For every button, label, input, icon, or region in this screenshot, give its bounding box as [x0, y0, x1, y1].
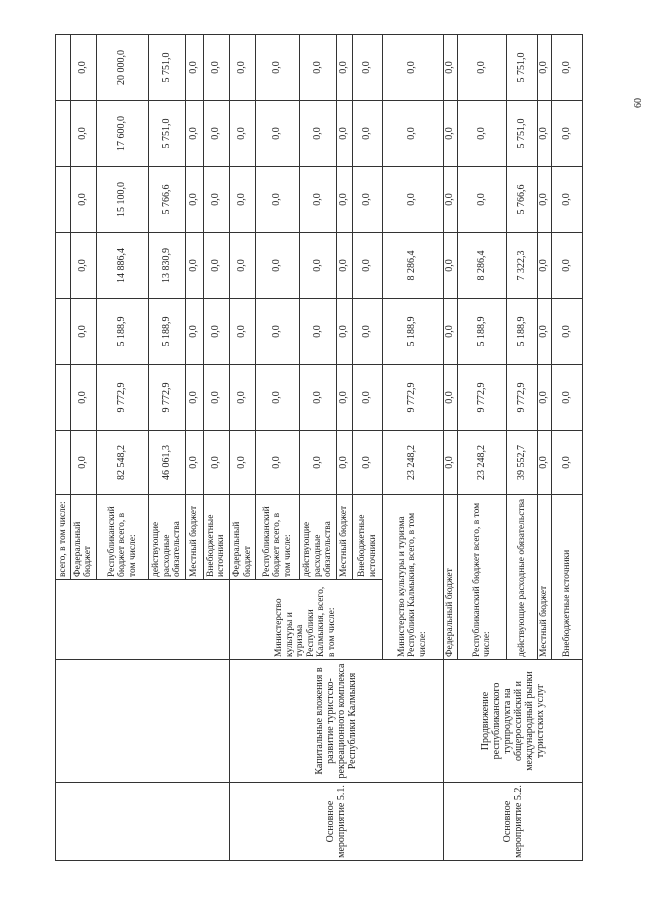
value-cell: 0,0	[337, 233, 353, 299]
value-cell: 39 552,7	[507, 431, 537, 495]
value-cell: 7 322,3	[507, 233, 537, 299]
source-cell: Местный бюджет	[537, 495, 552, 660]
value-cell: 5 188,9	[96, 299, 148, 365]
value-cell: 0,0	[256, 101, 300, 167]
value-cell: 0,0	[443, 299, 458, 365]
value-cell: 0,0	[203, 431, 229, 495]
source-cell: Республиканский бюджет всего, в том числе:	[458, 495, 507, 660]
value-cell	[56, 365, 71, 431]
value-cell: 5 751,0	[148, 35, 186, 101]
value-cell: 9 772,9	[96, 365, 148, 431]
value-cell: 0,0	[256, 35, 300, 101]
value-cell: 0,0	[458, 35, 507, 101]
value-cell: 23 248,2	[458, 431, 507, 495]
executor-cell: Министерство культуры и туризма Республики Калмыкия, всего, в том числе:	[382, 495, 443, 660]
value-cell: 0,0	[186, 233, 203, 299]
source-cell: Федеральный бюджет	[70, 495, 96, 580]
value-cell: 17 600,0	[96, 101, 148, 167]
table-row	[443, 35, 458, 861]
value-cell: 0,0	[229, 101, 255, 167]
value-cell: 0,0	[70, 35, 96, 101]
value-cell: 0,0	[382, 167, 443, 233]
value-cell: 0,0	[186, 365, 203, 431]
value-cell: 0,0	[70, 299, 96, 365]
value-cell: 5 751,0	[507, 35, 537, 101]
value-cell: 0,0	[537, 35, 552, 101]
value-cell: 0,0	[229, 365, 255, 431]
value-cell	[56, 299, 71, 365]
source-cell: действующие расходные обязательства	[507, 495, 537, 660]
value-cell: 0,0	[537, 431, 552, 495]
executor-cell	[56, 580, 230, 660]
table-row	[229, 35, 255, 861]
value-cell: 0,0	[186, 101, 203, 167]
value-cell: 0,0	[337, 299, 353, 365]
value-cell: 0,0	[537, 233, 552, 299]
value-cell: 0,0	[70, 167, 96, 233]
value-cell: 0,0	[70, 101, 96, 167]
value-cell: 0,0	[552, 431, 583, 495]
value-cell: 9 772,9	[458, 365, 507, 431]
value-cell	[56, 101, 71, 167]
value-cell: 0,0	[186, 167, 203, 233]
value-cell: 0,0	[256, 365, 300, 431]
value-cell: 0,0	[337, 431, 353, 495]
value-cell: 8 286,4	[382, 233, 443, 299]
source-cell: Внебюджетные источники	[552, 495, 583, 660]
value-cell: 9 772,9	[382, 365, 443, 431]
source-cell: всего, в том числе:	[56, 495, 71, 580]
value-cell: 5 188,9	[458, 299, 507, 365]
value-cell: 9 772,9	[507, 365, 537, 431]
value-cell: 5 751,0	[148, 101, 186, 167]
budget-table-body	[56, 35, 583, 861]
value-cell: 0,0	[537, 167, 552, 233]
budget-table-container	[55, 35, 583, 861]
value-cell: 0,0	[337, 35, 353, 101]
value-cell: 0,0	[203, 365, 229, 431]
value-cell: 0,0	[552, 299, 583, 365]
source-cell: Республиканский бюджет всего, в том числе:	[96, 495, 148, 580]
value-cell: 9 772,9	[148, 365, 186, 431]
value-cell: 0,0	[537, 365, 552, 431]
source-cell: Федеральный бюджет	[229, 495, 255, 580]
value-cell: 0,0	[353, 101, 382, 167]
value-cell: 0,0	[552, 35, 583, 101]
value-cell: 5 751,0	[507, 101, 537, 167]
value-cell: 0,0	[443, 101, 458, 167]
value-cell: 0,0	[186, 431, 203, 495]
source-cell: Местный бюджет	[337, 495, 353, 580]
value-cell: 0,0	[203, 233, 229, 299]
value-cell: 5 188,9	[148, 299, 186, 365]
value-cell: 0,0	[443, 233, 458, 299]
value-cell: 0,0	[443, 167, 458, 233]
value-cell: 46 061,3	[148, 431, 186, 495]
value-cell: 0,0	[382, 101, 443, 167]
value-cell: 0,0	[70, 233, 96, 299]
value-cell: 0,0	[256, 167, 300, 233]
value-cell: 0,0	[256, 233, 300, 299]
value-cell: 0,0	[299, 167, 337, 233]
value-cell: 0,0	[299, 233, 337, 299]
table-row	[56, 35, 71, 861]
value-cell: 0,0	[552, 167, 583, 233]
executor-cell: Министерство культуры и туризма Республики Калмыкия, всего, в том числе:	[229, 580, 382, 660]
value-cell: 15 100,0	[96, 167, 148, 233]
source-cell: Местный бюджет	[186, 495, 203, 580]
value-cell: 0,0	[443, 365, 458, 431]
value-cell	[56, 167, 71, 233]
value-cell	[56, 431, 71, 495]
value-cell: 0,0	[299, 431, 337, 495]
value-cell: 0,0	[229, 299, 255, 365]
value-cell: 0,0	[186, 299, 203, 365]
category-cell: Основное мероприятие 5.1.	[229, 783, 443, 861]
source-cell: Внебюджетные источники	[203, 495, 229, 580]
value-cell: 0,0	[337, 365, 353, 431]
value-cell: 0,0	[552, 365, 583, 431]
value-cell: 5 766,6	[507, 167, 537, 233]
value-cell: 0,0	[353, 299, 382, 365]
value-cell: 8 286,4	[458, 233, 507, 299]
value-cell: 0,0	[353, 233, 382, 299]
name-cell	[56, 660, 230, 783]
value-cell: 0,0	[537, 299, 552, 365]
source-cell: действующие расходные обязательства	[148, 495, 186, 580]
value-cell: 0,0	[70, 365, 96, 431]
value-cell: 0,0	[299, 299, 337, 365]
value-cell: 0,0	[353, 35, 382, 101]
value-cell: 0,0	[203, 35, 229, 101]
source-cell: Республиканский бюджет всего, в том числе:	[256, 495, 300, 580]
value-cell: 0,0	[552, 101, 583, 167]
value-cell: 0,0	[203, 101, 229, 167]
value-cell: 0,0	[299, 365, 337, 431]
value-cell: 0,0	[203, 167, 229, 233]
value-cell: 0,0	[229, 233, 255, 299]
value-cell: 14 886,4	[96, 233, 148, 299]
rotated-table-page	[55, 35, 644, 861]
value-cell: 0,0	[70, 431, 96, 495]
name-cell: Продвижение республиканского турпродукта на общероссийский и международный рынки туристских услуг	[443, 660, 582, 783]
value-cell	[56, 233, 71, 299]
value-cell: 0,0	[458, 167, 507, 233]
category-cell	[56, 783, 230, 861]
source-cell: Внебюджетные источники	[353, 495, 382, 580]
value-cell: 0,0	[229, 431, 255, 495]
value-cell: 0,0	[256, 431, 300, 495]
value-cell: 0,0	[337, 167, 353, 233]
value-cell: 0,0	[443, 431, 458, 495]
value-cell: 0,0	[203, 299, 229, 365]
value-cell: 5 188,9	[507, 299, 537, 365]
value-cell: 13 830,9	[148, 233, 186, 299]
value-cell: 0,0	[299, 35, 337, 101]
source-cell: действующие расходные обязательства	[299, 495, 337, 580]
budget-table	[55, 34, 583, 861]
value-cell: 0,0	[353, 167, 382, 233]
value-cell: 23 248,2	[382, 431, 443, 495]
value-cell: 0,0	[256, 299, 300, 365]
value-cell: 0,0	[552, 233, 583, 299]
value-cell: 0,0	[337, 101, 353, 167]
value-cell: 0,0	[186, 35, 203, 101]
value-cell	[56, 35, 71, 101]
category-cell: Основное мероприятие 5.2.	[443, 783, 582, 861]
page-number: 60	[633, 98, 644, 108]
value-cell: 0,0	[353, 365, 382, 431]
value-cell: 0,0	[229, 35, 255, 101]
value-cell: 0,0	[443, 35, 458, 101]
value-cell: 20 000,0	[96, 35, 148, 101]
value-cell: 5 766,6	[148, 167, 186, 233]
value-cell: 0,0	[382, 35, 443, 101]
value-cell: 0,0	[229, 167, 255, 233]
name-cell: Капитальные вложения в развитие туристско-рекреационного комплекса Республики Калмыкия	[229, 660, 443, 783]
value-cell: 5 188,9	[382, 299, 443, 365]
value-cell: 0,0	[537, 101, 552, 167]
value-cell: 0,0	[353, 431, 382, 495]
value-cell: 0,0	[299, 101, 337, 167]
value-cell: 0,0	[458, 101, 507, 167]
value-cell: 82 548,2	[96, 431, 148, 495]
source-cell: Федеральный бюджет	[443, 495, 458, 660]
